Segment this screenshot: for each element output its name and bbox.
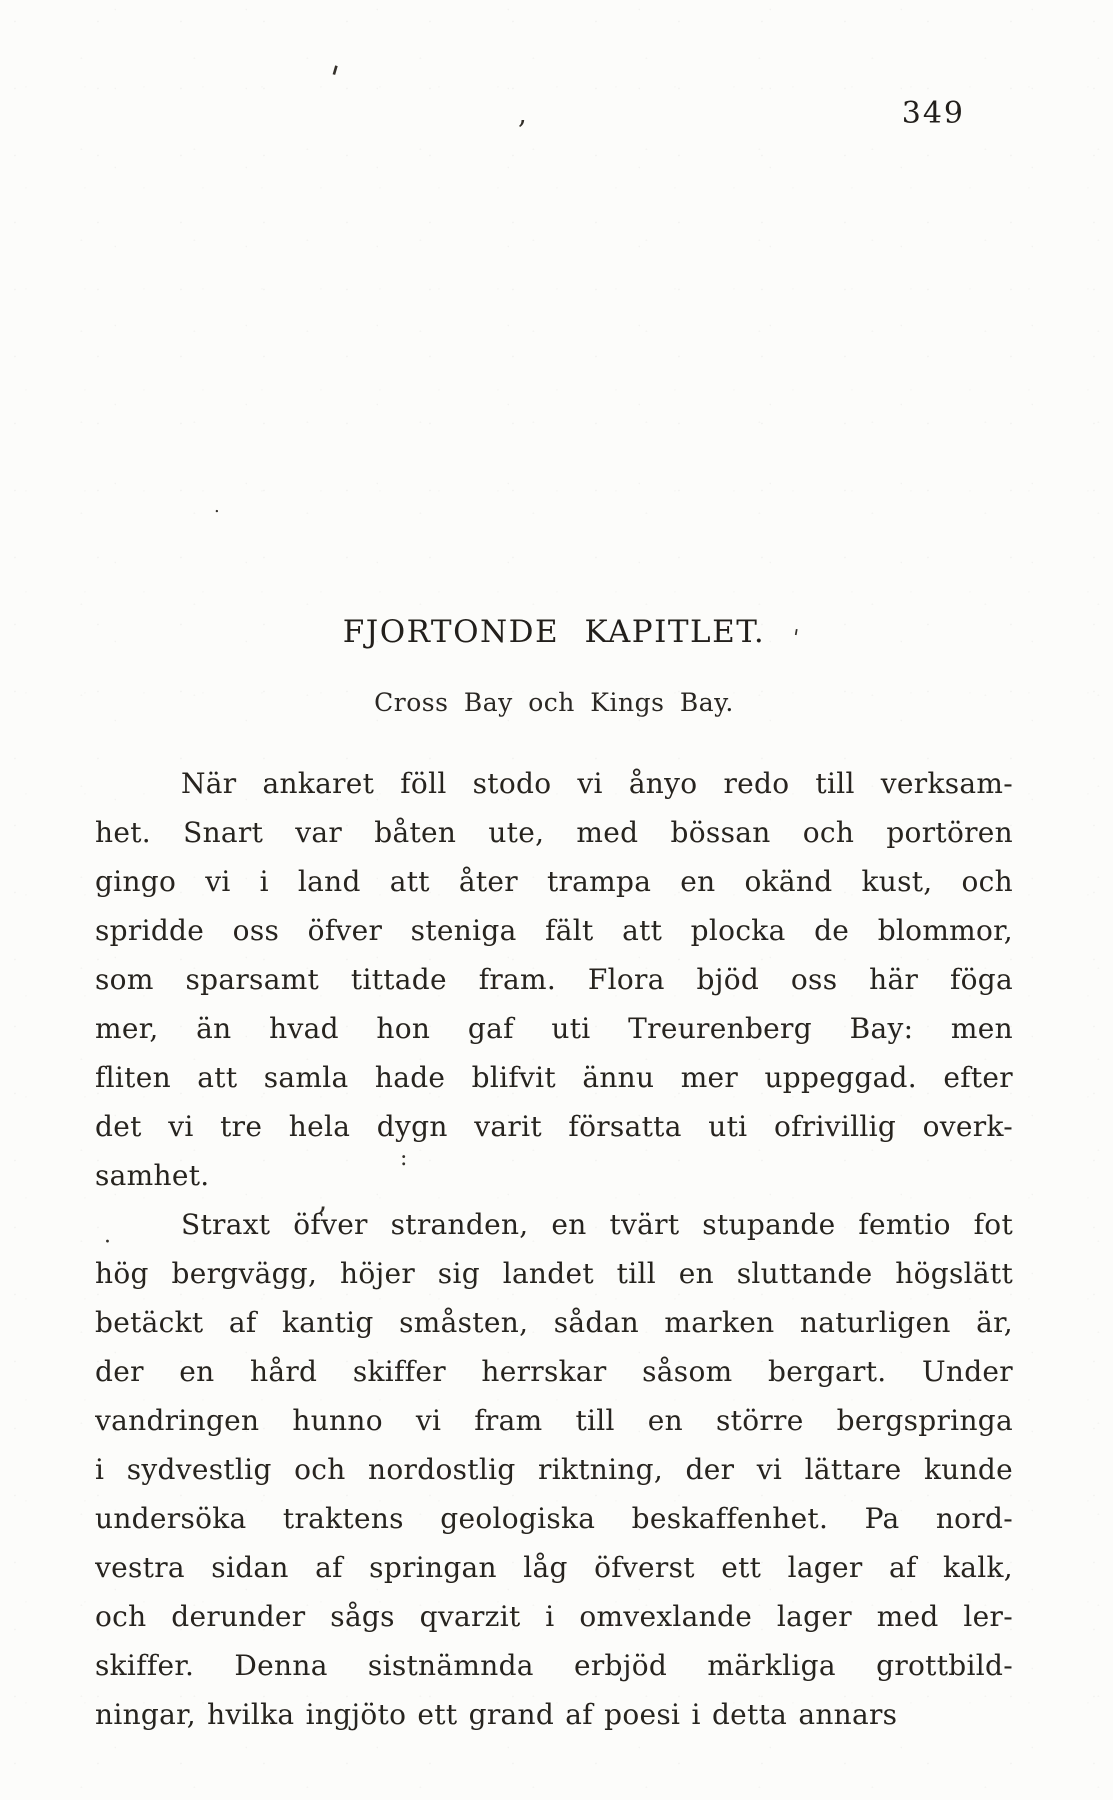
ink-speck: , xyxy=(318,1183,328,1218)
chapter-heading: FJORTONDE KAPITLET. xyxy=(342,614,766,650)
paragraph xyxy=(95,759,1013,1200)
ink-speck: ' xyxy=(322,58,343,100)
ink-speck: , xyxy=(518,97,527,130)
ink-speck: · xyxy=(104,1230,111,1255)
text-line: ningar, hvilka ingjöto ett grand af poesi i detta annars xyxy=(95,1698,898,1731)
text-line: samhet. xyxy=(95,1159,210,1192)
text-line: gingo vi i land att åter trampa en okänd kust, och xyxy=(95,865,1013,898)
text-line: och derunder sågs qvarzit i omvexlande lager med ler- xyxy=(95,1600,1013,1633)
ink-speck: ' xyxy=(789,625,801,652)
text-line: hög bergvägg, höjer sig landet till en sluttande högslätt xyxy=(95,1257,1013,1290)
text-line: der en hård skiffer herrskar såsom bergart. Under xyxy=(95,1355,1013,1388)
text-line: spridde oss öfver steniga fält att plocka de blommor, xyxy=(95,914,1013,947)
text-line: het. Snart var båten ute, med bössan och portören xyxy=(95,816,1013,849)
text-line: skiffer. Denna sistnämnda erbjöd märkliga grottbild- xyxy=(95,1649,1013,1682)
text-line: som sparsamt tittade fram. Flora bjöd oss här föga xyxy=(95,963,1013,996)
text-line: mer, än hvad hon gaf uti Treurenberg Bay: men xyxy=(95,1012,1013,1045)
ink-speck: : xyxy=(400,1146,408,1171)
text-line: undersöka traktens geologiska beskaffenhet. Pa nord- xyxy=(95,1502,1013,1535)
paragraph xyxy=(95,1200,1013,1739)
body-text xyxy=(95,759,1013,1739)
chapter-subtitle: Cross Bay och Kings Bay. xyxy=(374,688,734,717)
text-line: i sydvestlig och nordostlig riktning, der vi lättare kunde xyxy=(95,1453,1013,1486)
text-line: fliten att samla hade blifvit ännu mer uppeggad. efter xyxy=(95,1061,1013,1094)
text-line: betäckt af kantig småsten, sådan marken naturligen är, xyxy=(95,1306,1013,1339)
text-line: vandringen hunno vi fram till en större bergspringa xyxy=(95,1404,1013,1437)
text-line: vestra sidan af springan låg öfverst ett lager af kalk, xyxy=(95,1551,1013,1584)
page-number: 349 xyxy=(901,96,965,131)
text-line: När ankaret föll stodo vi ånyo redo till verksam- xyxy=(181,767,1013,800)
ink-speck: . xyxy=(214,496,220,517)
text-line: det vi tre hela dygn varit försatta uti ofrivillig overk- xyxy=(95,1110,1013,1143)
text-line: Straxt öfver stranden, en tvärt stupande femtio fot xyxy=(181,1208,1013,1241)
